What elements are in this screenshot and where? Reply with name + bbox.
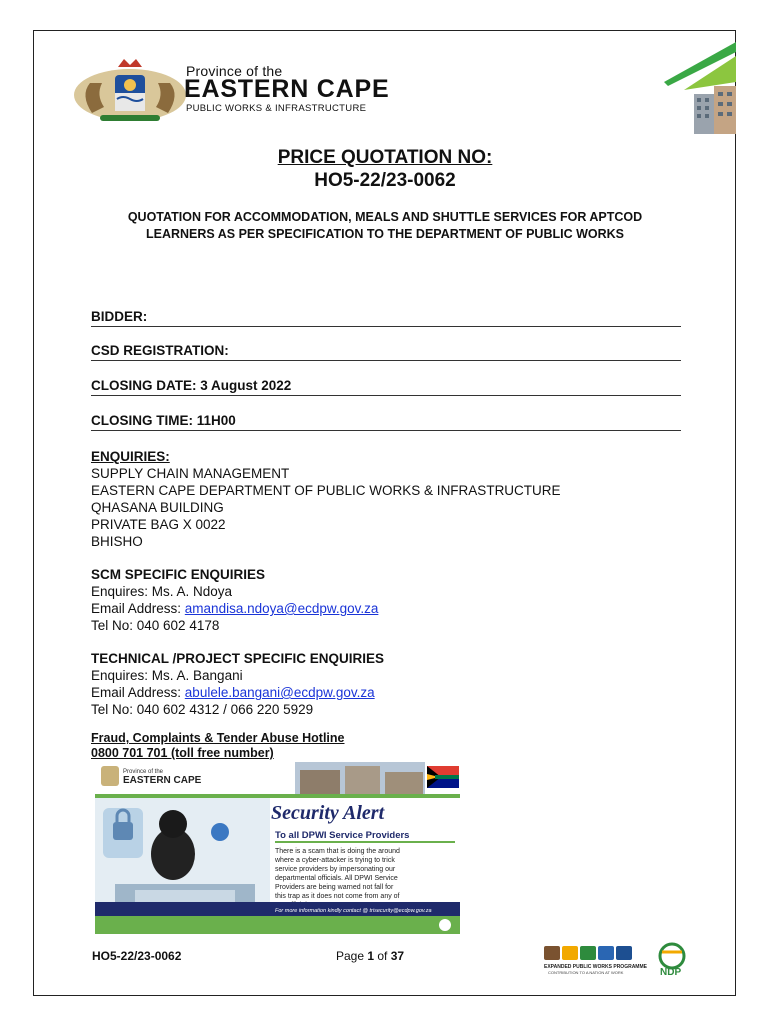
epwp-name: EXPANDED PUBLIC WORKS PROGRAMME xyxy=(544,964,647,970)
quotation-description: QUOTATION FOR ACCOMMODATION, MEALS AND SHUTTLE SERVICES FOR APTCOD LEARNERS AS PER SPECIFICATION TO THE DEPARTMENT OF PUBLIC WORKS xyxy=(127,210,643,241)
quotation-title: PRICE QUOTATION NO: xyxy=(277,147,493,168)
alert-body-line: There is a scam that is doing the around xyxy=(275,848,400,855)
bidder-field: BIDDER: xyxy=(91,309,681,327)
page-number: 1 xyxy=(367,949,375,963)
epwp-family-icon xyxy=(598,946,614,960)
page-of: of xyxy=(374,949,391,963)
technical-email-label: Email Address: xyxy=(91,685,185,700)
alert-title-b: Security Alert xyxy=(271,802,385,824)
closing-date-field: CLOSING DATE: 3 August 2022 xyxy=(91,378,681,396)
epwp-ndp-logos xyxy=(542,942,690,978)
alert-body-line: departmental officials. All DPWI Service xyxy=(275,875,398,882)
enquiries-line: EASTERN CAPE DEPARTMENT OF PUBLIC WORKS & INFRASTRUCTURE xyxy=(91,483,561,498)
padlock-icon xyxy=(113,822,133,840)
alert-recipients: To all DPWI Service Providers xyxy=(275,830,410,841)
enquiries-line: PRIVATE BAG X 0022 xyxy=(91,517,226,532)
enquiries-section xyxy=(91,448,691,550)
footer-doc-number: HO5-22/23-0062 xyxy=(92,949,182,963)
alert-emblem-icon xyxy=(439,919,451,931)
building-graphic xyxy=(664,42,736,134)
csd-registration-field: CSD REGISTRATION: xyxy=(91,343,681,361)
quotation-number: HO5-22/23-0062 xyxy=(314,170,456,191)
alert-body-line: where a cyber-attacker is trying to trick xyxy=(275,857,395,864)
mini-coat-of-arms-icon xyxy=(101,766,119,786)
mini-province-name: EASTERN CAPE xyxy=(123,775,202,786)
enquiries-line: SUPPLY CHAIN MANAGEMENT xyxy=(91,466,290,481)
fraud-hotline xyxy=(91,731,345,761)
sa-flag-icon xyxy=(427,766,459,788)
epwp-tools-icon xyxy=(544,946,560,960)
enquiries-heading: ENQUIRIES: xyxy=(91,449,170,464)
scm-email-label: Email Address: xyxy=(91,601,185,616)
scm-tel: Tel No: 040 602 4178 xyxy=(91,618,220,633)
security-alert-banner xyxy=(95,762,460,934)
scm-email-row xyxy=(91,600,691,617)
scm-heading: SCM SPECIFIC ENQUIRIES xyxy=(91,567,266,582)
page-indicator xyxy=(336,949,404,963)
technical-heading: TECHNICAL /PROJECT SPECIFIC ENQUIRIES xyxy=(91,651,385,666)
scm-enquiries-section xyxy=(91,566,691,634)
enquiries-line: QHASANA BUILDING xyxy=(91,500,224,515)
scm-contact: Enquires: Ms. A. Ndoya xyxy=(91,584,233,599)
alert-body-line: this trap as it does not come from any of xyxy=(275,893,400,900)
epwp-tree-icon xyxy=(580,946,596,960)
alert-body-line: service providers by impersonating our xyxy=(275,866,396,873)
technical-tel: Tel No: 040 602 4312 / 066 220 5929 xyxy=(91,702,314,717)
province-name: EASTERN CAPE xyxy=(184,75,390,103)
ndp-icon xyxy=(660,944,684,968)
technical-enquiries-section xyxy=(91,650,691,718)
epwp-community-icon xyxy=(616,946,632,960)
coat-of-arms-icon xyxy=(70,55,190,127)
hotline-title: Fraud, Complaints & Tender Abuse Hotline xyxy=(91,731,345,745)
technical-email-row xyxy=(91,684,691,701)
closing-time-field: CLOSING TIME: 11H00 xyxy=(91,413,681,431)
epwp-tagline: CONTRIBUTION TO A NATION AT WORK xyxy=(548,970,624,975)
alert-contact: For more information kindly contact @ trisecurity@ecdpw.gov.za xyxy=(275,908,432,914)
technical-contact: Enquires: Ms. A. Bangani xyxy=(91,668,243,683)
page-prefix: Page xyxy=(336,949,368,963)
alert-body-line: Providers are being warned not fall for xyxy=(275,884,394,891)
enquiries-line: BHISHO xyxy=(91,534,143,549)
technical-email-link[interactable]: abulele.bangani@ecdpw.gov.za xyxy=(184,685,375,700)
mini-province-label: Province of the xyxy=(123,769,164,775)
epwp-people-icon xyxy=(562,946,578,960)
page-total: 37 xyxy=(390,949,405,963)
province-label: Province of the xyxy=(186,63,283,79)
scm-email-link[interactable]: amandisa.ndoya@ecdpw.gov.za xyxy=(184,601,379,616)
ndp-label: NDP xyxy=(660,967,682,978)
hotline-number: 0800 701 701 (toll free number) xyxy=(91,746,274,760)
department-name: PUBLIC WORKS & INFRASTRUCTURE xyxy=(186,103,367,114)
